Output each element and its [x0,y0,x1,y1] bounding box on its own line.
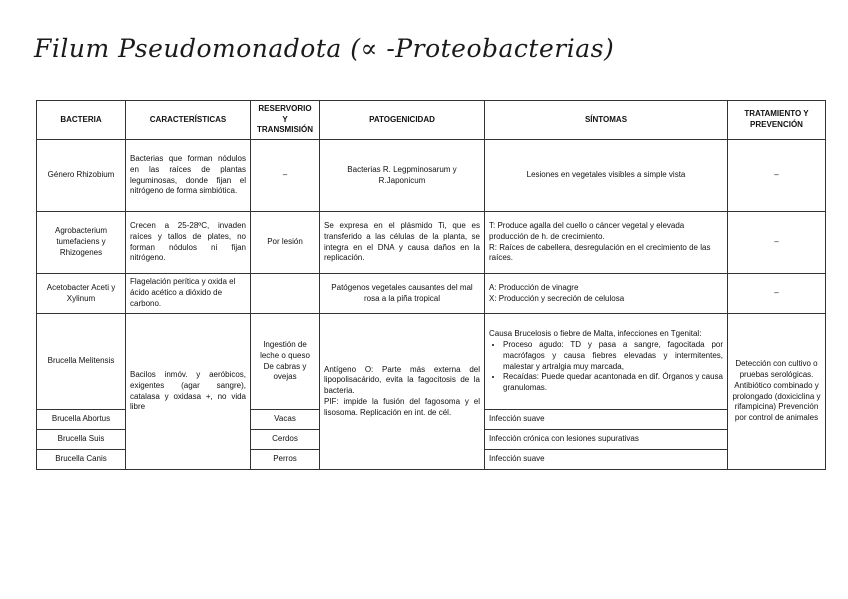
patogenicidad-line: PIF: impide la fusión del fagosoma y el lisosoma. Replicación en int. de cél. [324,396,480,417]
table-row [37,140,826,212]
header-sintomas: SÍNTOMAS [485,101,728,140]
cell-patogenicidad: Bacterias R. Legpminosarum y R.Japonicum [320,140,485,212]
bacteria-table [36,100,826,470]
cell-reservorio: Cerdos [251,430,320,450]
cell-reservorio: – [251,140,320,212]
cell-sintomas: Infección suave [485,450,728,470]
cell-patogenicidad [320,314,485,470]
cell-bacteria: Agrobacterium tumefaciens y Rhizogenes [37,212,126,274]
cell-bacteria: Brucella Melitensis [37,314,126,410]
sintomas-line: X: Producción y secreción de celulosa [489,293,625,303]
patogenicidad-line: Antígeno O: Parte más externa del lipopolisacárido, evita la fagocitosis de la bacteria. [324,364,480,396]
header-patogenicidad: PATOGENICIDAD [320,101,485,140]
cell-bacteria: Brucella Suis [37,430,126,450]
header-tratamiento: TRATAMIENTO Y PREVENCIÓN [728,101,826,140]
cell-patogenicidad: Se expresa en el plásmido Ti, que es transferido a las células de la planta, se integra en el DNA y causa daños en la replicación. [320,212,485,274]
sintomas-list [489,340,723,394]
sintomas-line: A: Producción de vinagre [489,282,579,292]
cell-reservorio: Por lesión [251,212,320,274]
header-caracteristicas: CARACTERÍSTICAS [126,101,251,140]
header-reservorio: RESERVORIO Y TRANSMISIÓN [251,101,320,140]
cell-tratamiento: – [728,140,826,212]
cell-caracteristicas: Bacterias que forman nódulos en las raíces de plantas leguminosas, donde fijan el nitrógeno de forma simbiótica. [126,140,251,212]
sintomas-line: T: Produce agalla del cuello o cáncer vegetal y elevada producción de h. de crecimiento. [489,220,685,241]
list-item: • Recaídas: Puede quedar acantonada en dif. Órganos y causa granulomas. [503,372,723,394]
cell-sintomas: Lesiones en vegetales visibles a simple vista [485,140,728,212]
cell-caracteristicas: Bacilos inmóv. y aeróbicos, exigentes (agar sangre), catalasa y oxidasa +, no vida libre [126,314,251,470]
cell-bacteria: Acetobacter Aceti y Xylinum [37,274,126,314]
cell-tratamiento: – [728,274,826,314]
cell-bacteria: Brucella Canis [37,450,126,470]
cell-reservorio [251,274,320,314]
table-row [37,274,826,314]
cell-sintomas [485,212,728,274]
cell-tratamiento: – [728,212,826,274]
header-bacteria: BACTERIA [37,101,126,140]
list-item: • Proceso agudo: TD y pasa a sangre, fagocitada por macrófagos y causa fiebres elevadas y intermitentes, malestar y artralgia muy marcada, [503,340,723,372]
cell-sintomas [485,274,728,314]
sintomas-intro: Causa Brucelosis o fiebre de Malta, infecciones en Tgenital: [489,329,702,339]
cell-caracteristicas: Flagelación perítica y oxida el ácido acético a dióxido de carbono. [126,274,251,314]
cell-bacteria: Brucella Abortus [37,410,126,430]
cell-sintomas: Infección crónica con lesiones supurativas [485,430,728,450]
table-header-row [37,101,826,140]
cell-caracteristicas: Crecen a 25-28ºC, invaden raíces y tallos de plates, no forman nódulos ni fijan nitrógeno. [126,212,251,274]
page-title: Filum Pseudomonadota (∝ -Proteobacterias) [34,34,615,63]
cell-sintomas: Infección suave [485,410,728,430]
cell-sintomas [485,314,728,410]
cell-bacteria: Género Rhizobium [37,140,126,212]
cell-reservorio: Ingestión de leche o queso De cabras y ovejas [251,314,320,410]
cell-reservorio: Perros [251,450,320,470]
cell-tratamiento: Detección con cultivo o pruebas serológicas. Antibiótico combinado y prolongado (doxiciclina y rifampicina) Prevención por control de animales [728,314,826,470]
table-row [37,212,826,274]
cell-reservorio: Vacas [251,410,320,430]
sintomas-line: R: Raíces de cabellera, desregulación en el crecimiento de las raíces. [489,242,711,263]
cell-patogenicidad: Patógenos vegetales causantes del mal rosa a la piña tropical [320,274,485,314]
table-row [37,314,826,410]
